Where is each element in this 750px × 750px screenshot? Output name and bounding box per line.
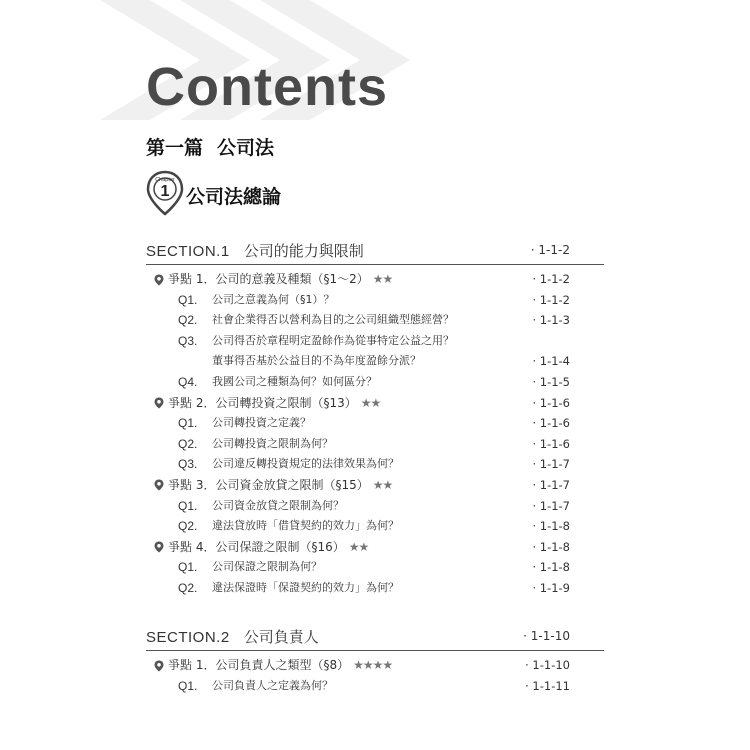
question-entry[interactable] — [146, 557, 604, 578]
section-name — [146, 240, 364, 261]
issue-entry[interactable] — [146, 655, 604, 676]
question-text: 董事得否基於公益目的不為年度盈餘分派？ — [212, 354, 421, 368]
part-heading — [146, 133, 288, 160]
chapter-number: 1 — [160, 183, 170, 200]
issue-title — [154, 537, 368, 558]
toc-list — [146, 269, 604, 599]
question-text: 我國公司之種類為何？如何區分？ — [212, 374, 377, 388]
question-entry[interactable] — [146, 434, 604, 455]
issue-title — [154, 655, 392, 676]
section-name — [146, 626, 319, 647]
question-text: 社會企業得否以營利為目的之公司組織型態經營？ — [212, 313, 454, 327]
question-text: 公司轉投資之限制為何？ — [212, 436, 333, 450]
location-pin-icon — [154, 397, 164, 409]
page-ref: · 1-1-4 — [532, 354, 570, 369]
question-text: 公司負責人之定義為何？ — [212, 678, 333, 692]
question-number: Q2. — [178, 580, 198, 595]
page-ref: · 1-1-8 — [532, 539, 570, 554]
issue-entry[interactable] — [146, 537, 604, 558]
page-ref: · 1-1-6 — [532, 395, 570, 410]
question-entry[interactable] — [146, 351, 604, 372]
question-number: Q1. — [178, 678, 198, 693]
section-title: 公司負責人 — [243, 628, 319, 646]
importance-stars: ★★ — [360, 395, 381, 410]
question-text: 公司違反轉投資規定的法律效果為何？ — [212, 457, 399, 471]
question-entry[interactable] — [146, 516, 604, 537]
issue-entry[interactable] — [146, 269, 604, 290]
page-ref: · 1-1-5 — [532, 374, 570, 389]
question-text: 公司保證之限制為何？ — [212, 560, 322, 574]
page-ref: · 1-1-9 — [532, 580, 570, 595]
location-pin-icon — [154, 479, 164, 491]
question-text: 公司得否於章程明定盈餘作為從事特定公益之用？ — [212, 333, 454, 347]
page-title: Contents — [146, 57, 388, 117]
question-text: 公司資金放貸之限制為何？ — [212, 498, 344, 512]
importance-stars: ★★ — [372, 272, 393, 286]
importance-stars: ★★★★ — [353, 658, 393, 672]
importance-stars: ★★ — [372, 477, 393, 492]
question-entry[interactable] — [146, 413, 604, 434]
location-pin-icon — [154, 660, 164, 672]
part-label: 第一篇 — [146, 137, 204, 159]
issue-title — [154, 269, 392, 290]
question-number: Q3. — [178, 457, 198, 472]
question-entry[interactable] — [146, 454, 604, 475]
chapter-pin-icon — [146, 170, 184, 216]
question-entry[interactable] — [146, 331, 604, 352]
page-ref: · 1-1-3 — [532, 313, 570, 328]
page-ref: · 1-1-7 — [532, 498, 570, 513]
question-entry[interactable] — [146, 676, 604, 697]
question-entry[interactable] — [146, 372, 604, 393]
issue-title — [154, 393, 380, 414]
section-page: · 1-1-10 — [523, 629, 570, 643]
question-entry[interactable] — [146, 496, 604, 517]
chapter-heading — [146, 170, 446, 220]
page-ref: · 1-1-7 — [532, 457, 570, 472]
chapter-title: 公司法總論 — [186, 186, 282, 208]
section-page: · 1-1-2 — [530, 243, 570, 257]
page-ref: · 1-1-11 — [525, 678, 570, 693]
question-text: 違法保證時「保證契約的效力」為何？ — [212, 580, 399, 594]
question-number: Q4. — [178, 374, 198, 389]
page-ref: · 1-1-2 — [532, 292, 570, 307]
section-number: SECTION.1 — [146, 243, 230, 260]
question-entry[interactable] — [146, 310, 604, 331]
section-title: 公司的能力與限制 — [243, 242, 364, 260]
toc-list — [146, 655, 604, 696]
issue-title — [154, 475, 392, 496]
page-ref: · 1-1-7 — [532, 477, 570, 492]
question-number: Q3. — [178, 333, 198, 348]
issue-text: 爭點 3．公司資金放貸之限制（§15） — [168, 477, 369, 492]
question-number: Q1. — [178, 498, 198, 513]
question-text: 公司轉投資之定義？ — [212, 416, 311, 430]
issue-text: 爭點 2．公司轉投資之限制（§13） — [168, 395, 357, 410]
issue-entry[interactable] — [146, 475, 604, 496]
question-text: 公司之意義為何（§1）？ — [212, 292, 335, 306]
chapter-badge-word: Chapter — [155, 177, 175, 183]
page-ref: · 1-1-8 — [532, 519, 570, 534]
page-ref: · 1-1-6 — [532, 416, 570, 431]
issue-text: 爭點 4．公司保證之限制（§16） — [168, 539, 345, 554]
location-pin-icon — [154, 541, 164, 553]
page-ref: · 1-1-8 — [532, 560, 570, 575]
question-number: Q2. — [178, 519, 198, 534]
question-number: Q1. — [178, 292, 198, 307]
section-heading[interactable] — [146, 624, 604, 651]
part-name: 公司法 — [217, 137, 275, 159]
question-number: Q2. — [178, 313, 198, 328]
page-ref: · 1-1-10 — [525, 658, 570, 672]
question-entry[interactable] — [146, 578, 604, 599]
location-pin-icon — [154, 274, 164, 286]
issue-text: 爭點 1．公司的意義及種類（§1～2） — [168, 272, 369, 286]
section-heading[interactable] — [146, 238, 604, 265]
question-number: Q1. — [178, 560, 198, 575]
question-entry[interactable] — [146, 290, 604, 311]
section-number: SECTION.2 — [146, 629, 230, 646]
page-ref: · 1-1-2 — [532, 272, 570, 286]
question-number: Q2. — [178, 436, 198, 451]
issue-entry[interactable] — [146, 393, 604, 414]
page-ref: · 1-1-6 — [532, 436, 570, 451]
question-number: Q1. — [178, 416, 198, 431]
issue-text: 爭點 1．公司負責人之類型（§8） — [168, 658, 350, 672]
question-text: 違法貸放時「借貸契約的效力」為何？ — [212, 519, 399, 533]
importance-stars: ★★ — [348, 539, 369, 554]
